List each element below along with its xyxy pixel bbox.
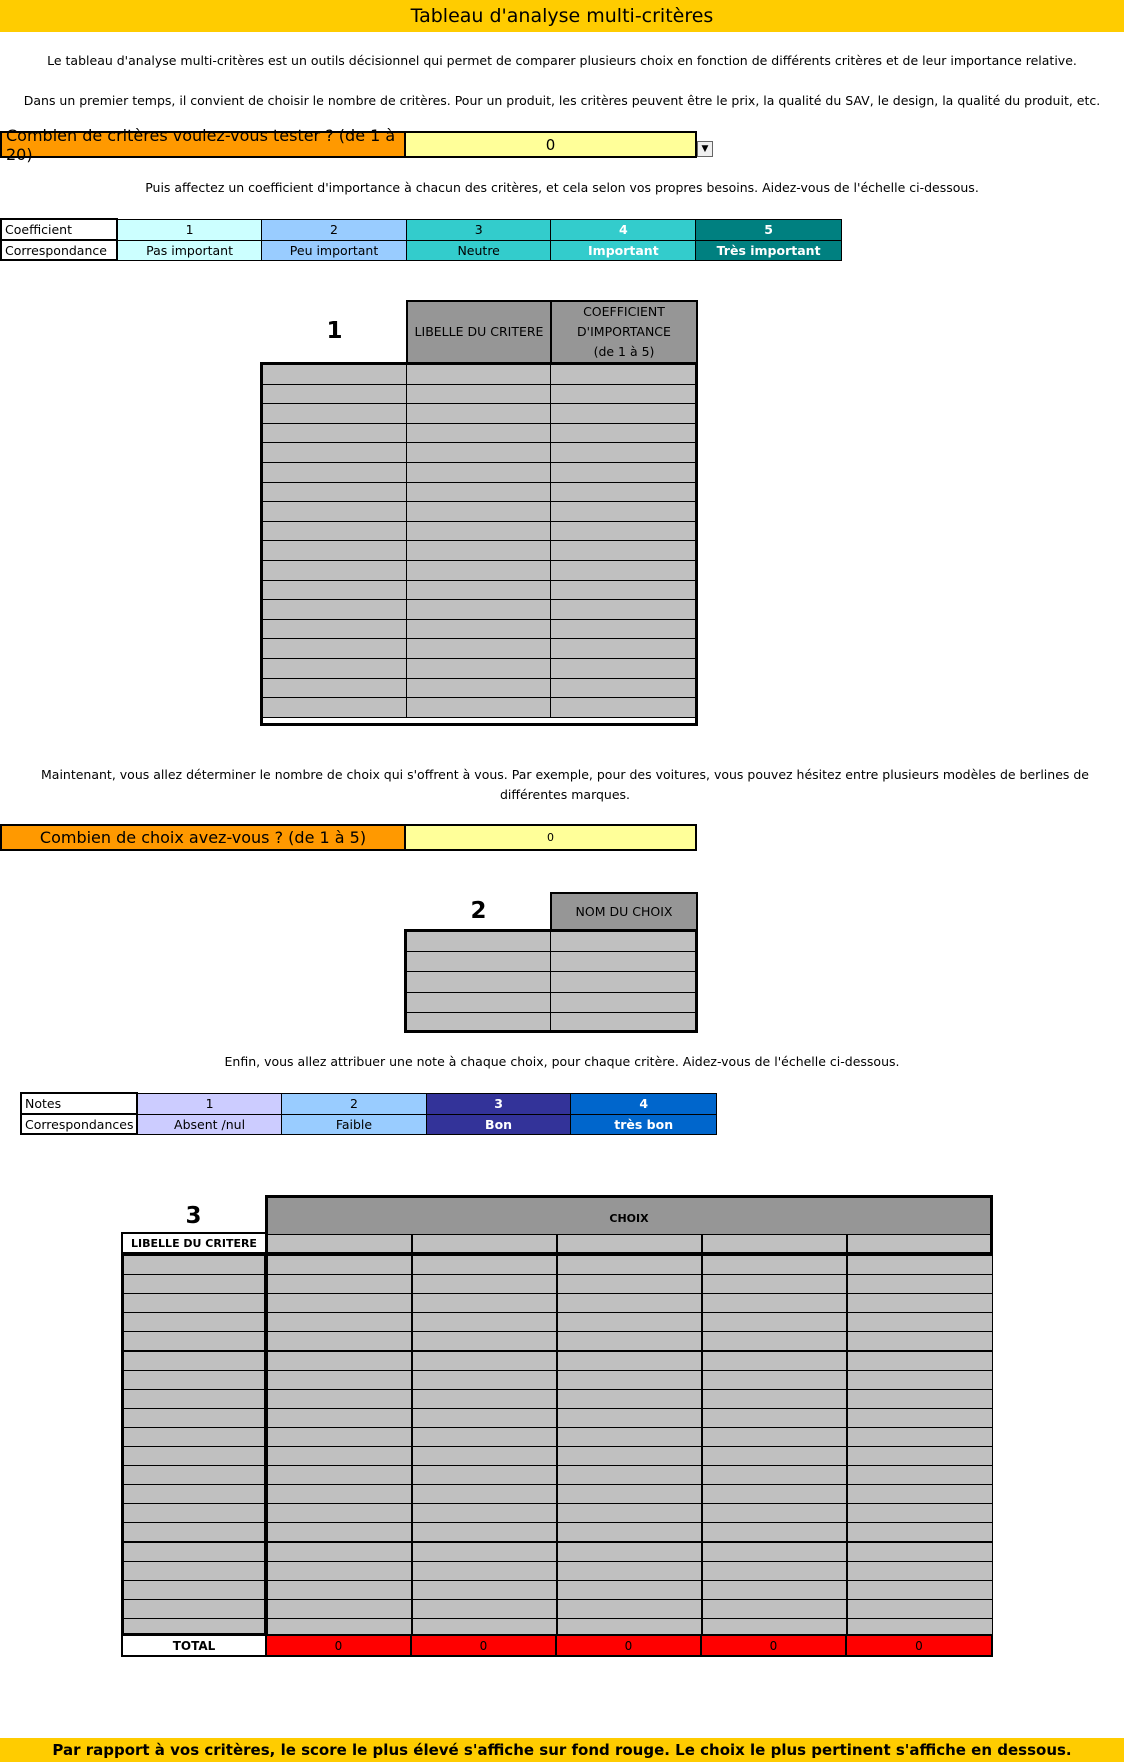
table-3-cell[interactable] — [267, 1408, 412, 1428]
table-3-cell[interactable] — [557, 1370, 702, 1390]
table-3-cell[interactable] — [412, 1274, 557, 1294]
table-1-cell[interactable] — [262, 678, 407, 699]
coefficient-header-line: (de 1 à 5) — [593, 344, 655, 359]
table-1-cell[interactable] — [406, 423, 551, 444]
table-3-cell[interactable] — [557, 1561, 702, 1581]
coefficient-value: 4 — [551, 219, 696, 240]
correspondance-row-label: Correspondance — [1, 240, 117, 260]
coefficient-value: 5 — [696, 219, 842, 240]
table-3-cell[interactable] — [702, 1293, 847, 1313]
table-3-cell[interactable] — [702, 1331, 847, 1351]
table-3-cell[interactable] — [702, 1542, 847, 1562]
table-1-cell[interactable] — [550, 638, 696, 659]
table-3-cell[interactable] — [702, 1389, 847, 1409]
table-1-cell[interactable] — [406, 462, 551, 483]
table-3-cell[interactable] — [412, 1561, 557, 1581]
coefficient-header-line: COEFFICIENT — [583, 304, 665, 319]
table-1-cell[interactable] — [262, 462, 407, 483]
table-3-cell[interactable] — [557, 1331, 702, 1351]
table-1-cell[interactable] — [406, 560, 551, 581]
table-2-cell[interactable] — [406, 1012, 551, 1033]
table-3-cell[interactable] — [557, 1542, 702, 1562]
table-3-cell[interactable] — [123, 1561, 267, 1581]
table-3-cell[interactable] — [557, 1522, 702, 1542]
table-3-cell[interactable] — [267, 1522, 412, 1542]
table-1-cell[interactable] — [262, 560, 407, 581]
table-1-cell[interactable] — [550, 442, 696, 463]
table-3-cell[interactable] — [412, 1255, 557, 1275]
total-value: 0 — [700, 1634, 847, 1657]
table-3-cell[interactable] — [123, 1465, 267, 1485]
table-3-cell[interactable] — [702, 1561, 847, 1581]
table-3-cell[interactable] — [123, 1312, 267, 1332]
table-3-cell[interactable] — [557, 1389, 702, 1409]
table-1-cell[interactable] — [262, 364, 407, 385]
table-3-cell[interactable] — [847, 1446, 993, 1466]
table-1-cell[interactable] — [406, 599, 551, 620]
table-1-cell[interactable] — [406, 638, 551, 659]
table-2-cell[interactable] — [550, 931, 696, 952]
notes-row-label: Notes — [21, 1093, 137, 1114]
table-1-cell[interactable] — [550, 384, 696, 405]
table-3-cell[interactable] — [847, 1255, 993, 1275]
table-1-cell[interactable] — [550, 501, 696, 522]
table-3-cell[interactable] — [412, 1446, 557, 1466]
table-3-choice-name-cell — [267, 1234, 412, 1253]
table-3-cell[interactable] — [557, 1580, 702, 1600]
coefficient-label: Très important — [696, 240, 842, 260]
coefficient-value: 1 — [117, 219, 262, 240]
table-3-cell[interactable] — [557, 1408, 702, 1428]
table-3-cell[interactable] — [123, 1389, 267, 1409]
total-value: 0 — [845, 1634, 993, 1657]
table-1-cell[interactable] — [406, 482, 551, 503]
table-1-cell[interactable] — [262, 403, 407, 424]
table-3-cell[interactable] — [847, 1484, 993, 1504]
table-3-cell[interactable] — [267, 1293, 412, 1313]
table-3-cell[interactable] — [702, 1484, 847, 1504]
intro-paragraph-1: Le tableau d'analyse multi-critères est un outils décisionnel qui permet de comparer plusieurs choix en fonction de différents critères et de leur importance relative. — [47, 53, 1077, 68]
table-1-header-criterion: LIBELLE DU CRITERE — [406, 300, 552, 364]
note-value: 2 — [282, 1093, 427, 1114]
table-3-cell[interactable] — [412, 1312, 557, 1332]
table-1-cell[interactable] — [550, 619, 696, 640]
table-1-cell[interactable] — [262, 580, 407, 601]
table-3-cell[interactable] — [847, 1331, 993, 1351]
coefficient-label: Important — [551, 240, 696, 260]
table-3-cell[interactable] — [412, 1293, 557, 1313]
table-3-cell[interactable] — [267, 1389, 412, 1409]
table-3-cell[interactable] — [847, 1370, 993, 1390]
notes-scale-table — [20, 1092, 717, 1135]
table-3-header-choix: CHOIX — [265, 1195, 993, 1238]
total-value: 0 — [265, 1634, 412, 1657]
table-2-cell[interactable] — [550, 951, 696, 972]
note-label: Bon — [426, 1114, 571, 1134]
table-1-cell[interactable] — [550, 364, 696, 385]
table-3-cell[interactable] — [267, 1370, 412, 1390]
table-3-cell[interactable] — [702, 1351, 847, 1371]
table-3-choice-name-cell — [847, 1234, 993, 1253]
table-3-cell[interactable] — [702, 1408, 847, 1428]
table-3-cell[interactable] — [123, 1255, 267, 1275]
table-1-cell[interactable] — [406, 619, 551, 640]
table-3-cell[interactable] — [412, 1599, 557, 1619]
table-1-cell[interactable] — [406, 501, 551, 522]
table-3-cell[interactable] — [847, 1312, 993, 1332]
table-3-cell[interactable] — [847, 1561, 993, 1581]
table-3-cell[interactable] — [267, 1465, 412, 1485]
table-3-cell[interactable] — [123, 1427, 267, 1447]
table-1-cell[interactable] — [262, 638, 407, 659]
table-3-cell[interactable] — [123, 1446, 267, 1466]
table-3-cell[interactable] — [847, 1580, 993, 1600]
table-2-cell[interactable] — [550, 992, 696, 1013]
table-3-cell[interactable] — [267, 1274, 412, 1294]
table-3-cell[interactable] — [412, 1522, 557, 1542]
table-3-cell[interactable] — [267, 1446, 412, 1466]
table-3-cell[interactable] — [557, 1255, 702, 1275]
table-3-cell[interactable] — [412, 1580, 557, 1600]
choices-count-input[interactable]: 0 — [406, 824, 697, 851]
table-1-cell[interactable] — [406, 580, 551, 601]
table-3-cell[interactable] — [123, 1503, 267, 1523]
table-3-cell[interactable] — [557, 1446, 702, 1466]
table-1-cell[interactable] — [406, 442, 551, 463]
table-3-cell[interactable] — [702, 1503, 847, 1523]
table-3-cell[interactable] — [702, 1446, 847, 1466]
table-3-cell[interactable] — [123, 1542, 267, 1562]
table-3-criterion-label: LIBELLE DU CRITERE — [121, 1232, 267, 1254]
table-3-cell[interactable] — [123, 1484, 267, 1504]
table-3-cell[interactable] — [702, 1370, 847, 1390]
table-3-cell[interactable] — [123, 1408, 267, 1428]
table-3-cell[interactable] — [267, 1542, 412, 1562]
table-3-cell[interactable] — [557, 1293, 702, 1313]
table-1-header-coefficient — [550, 300, 698, 364]
note-label: très bon — [571, 1114, 717, 1134]
table-2-cell[interactable] — [406, 951, 551, 972]
table-1-cell[interactable] — [550, 540, 696, 561]
coefficient-row-label: Coefficient — [1, 219, 117, 240]
table-3-cell[interactable] — [847, 1522, 993, 1542]
note-value: 1 — [137, 1093, 282, 1114]
total-value: 0 — [410, 1634, 557, 1657]
table-3-cell[interactable] — [847, 1465, 993, 1485]
table-3-cell[interactable] — [267, 1351, 412, 1371]
coefficient-instruction: Puis affectez un coefficient d'importance à chacun des critères, et cela selon vos propres besoins. Aidez-vous de l'échelle ci-dessous. — [145, 180, 979, 195]
table-3-cell[interactable] — [847, 1408, 993, 1428]
choices-count-label: Combien de choix avez-vous ? (de 1 à 5) — [0, 824, 406, 851]
table-2-cell[interactable] — [406, 931, 551, 952]
table-3-cell[interactable] — [557, 1351, 702, 1371]
table-1-cell[interactable] — [406, 521, 551, 542]
coefficient-value: 2 — [262, 219, 407, 240]
table-1-cell[interactable] — [406, 403, 551, 424]
table-3-cell[interactable] — [557, 1484, 702, 1504]
correspondances-row-label: Correspondances — [21, 1114, 137, 1134]
note-value: 4 — [571, 1093, 717, 1114]
table-3-choice-name-cell — [702, 1234, 847, 1253]
table-3-cell[interactable] — [847, 1542, 993, 1562]
intro-paragraph-2: Dans un premier temps, il convient de choisir le nombre de critères. Pour un produit, les critères peuvent être le prix, la qualité du SAV, le design, la qualité du produit, etc. — [23, 93, 1101, 108]
table-3-cell[interactable] — [412, 1389, 557, 1409]
notes-instruction: Enfin, vous allez attribuer une note à chaque choix, pour chaque critère. Aidez-vous de l'échelle ci-dessous. — [224, 1054, 900, 1069]
table-3-cell[interactable] — [557, 1599, 702, 1619]
table-1-cell[interactable] — [262, 442, 407, 463]
table-3-cell[interactable] — [267, 1427, 412, 1447]
table-1-cell[interactable] — [262, 658, 407, 679]
coefficient-label: Neutre — [406, 240, 551, 260]
table-3-cell[interactable] — [267, 1503, 412, 1523]
table-2-number: 2 — [470, 898, 487, 924]
table-2-header: NOM DU CHOIX — [550, 892, 698, 931]
criteria-count-input[interactable]: 0 — [406, 131, 697, 158]
table-3-cell[interactable] — [412, 1465, 557, 1485]
coefficient-scale-table — [0, 218, 842, 261]
table-1-cell[interactable] — [406, 364, 551, 385]
choices-instruction: Maintenant, vous allez déterminer le nombre de choix qui s'offrent à vous. Par exemple, pour des voitures, vous pouvez hésitez entre plusieurs modèles de berlines de différentes marques. — [41, 767, 1089, 802]
table-3-cell[interactable] — [847, 1274, 993, 1294]
table-3-cell[interactable] — [412, 1503, 557, 1523]
table-3-cell[interactable] — [557, 1274, 702, 1294]
table-1-cell[interactable] — [550, 599, 696, 620]
table-1-cell[interactable] — [406, 384, 551, 405]
table-3-cell[interactable] — [412, 1427, 557, 1447]
chevron-down-icon: ▼ — [701, 144, 709, 154]
table-3-cell[interactable] — [847, 1389, 993, 1409]
table-1-cell[interactable] — [550, 462, 696, 483]
table-3-cell[interactable] — [123, 1293, 267, 1313]
table-1-cell[interactable] — [550, 658, 696, 679]
table-3-total-label: TOTAL — [121, 1634, 267, 1657]
note-label: Faible — [282, 1114, 427, 1134]
table-3-cell[interactable] — [267, 1561, 412, 1581]
table-1-cell[interactable] — [262, 501, 407, 522]
table-3-cell[interactable] — [412, 1370, 557, 1390]
note-label: Absent /nul — [137, 1114, 282, 1134]
criteria-count-dropdown[interactable] — [697, 141, 713, 157]
total-value: 0 — [555, 1634, 702, 1657]
table-3-choice-name-cell — [557, 1234, 702, 1253]
table-3-cell[interactable] — [847, 1293, 993, 1313]
table-3-cell[interactable] — [557, 1312, 702, 1332]
table-3-cell[interactable] — [267, 1580, 412, 1600]
coefficient-label: Pas important — [117, 240, 262, 260]
table-1-number: 1 — [326, 318, 343, 344]
table-3-cell[interactable] — [557, 1427, 702, 1447]
table-1-cell[interactable] — [406, 697, 551, 718]
table-1-cell[interactable] — [262, 697, 407, 718]
table-1-cell[interactable] — [406, 540, 551, 561]
table-3-cell[interactable] — [702, 1427, 847, 1447]
table-3-cell[interactable] — [267, 1331, 412, 1351]
coefficient-value: 3 — [406, 219, 551, 240]
footer-message: Par rapport à vos critères, le score le plus élevé s'affiche sur fond rouge. Le choix le plus pertinent s'affiche en dessous. — [0, 1738, 1124, 1762]
table-3-cell[interactable] — [847, 1503, 993, 1523]
table-3-cell[interactable] — [123, 1274, 267, 1294]
table-3-number: 3 — [185, 1203, 202, 1229]
table-1-cell[interactable] — [406, 678, 551, 699]
table-1-cell[interactable] — [550, 521, 696, 542]
table-3-cell[interactable] — [702, 1522, 847, 1542]
table-2-cell[interactable] — [406, 992, 551, 1013]
table-3-cell[interactable] — [847, 1351, 993, 1371]
table-1-cell[interactable] — [262, 619, 407, 640]
table-3-cell[interactable] — [702, 1599, 847, 1619]
table-3-cell[interactable] — [267, 1599, 412, 1619]
table-3-cell[interactable] — [267, 1312, 412, 1332]
note-value: 3 — [426, 1093, 571, 1114]
table-2-cell[interactable] — [406, 971, 551, 992]
table-3-cell[interactable] — [123, 1351, 267, 1371]
table-1-cell[interactable] — [262, 423, 407, 444]
page-title: Tableau d'analyse multi-critères — [0, 0, 1124, 32]
table-3-cell[interactable] — [847, 1599, 993, 1619]
table-1-cell[interactable] — [550, 482, 696, 503]
table-3-cell[interactable] — [702, 1255, 847, 1275]
table-2-cell[interactable] — [550, 971, 696, 992]
coefficient-label: Peu important — [262, 240, 407, 260]
table-3-cell[interactable] — [267, 1484, 412, 1504]
table-1-cell[interactable] — [550, 580, 696, 601]
table-3-cell[interactable] — [412, 1542, 557, 1562]
table-3-cell[interactable] — [702, 1274, 847, 1294]
table-1-cell[interactable] — [550, 697, 696, 718]
table-1-cell[interactable] — [262, 482, 407, 503]
table-3-cell[interactable] — [702, 1580, 847, 1600]
table-2-cell[interactable] — [550, 1012, 696, 1033]
table-3-cell[interactable] — [412, 1331, 557, 1351]
table-3-cell[interactable] — [123, 1370, 267, 1390]
table-1-cell[interactable] — [406, 658, 551, 679]
table-3-cell[interactable] — [702, 1312, 847, 1332]
table-3-cell[interactable] — [123, 1580, 267, 1600]
table-3-cell[interactable] — [123, 1599, 267, 1619]
table-3-cell[interactable] — [557, 1503, 702, 1523]
table-1-cell[interactable] — [262, 599, 407, 620]
table-3-cell[interactable] — [123, 1522, 267, 1542]
table-1-cell[interactable] — [550, 423, 696, 444]
table-3-cell[interactable] — [123, 1331, 267, 1351]
table-3-cell[interactable] — [847, 1427, 993, 1447]
table-3-choice-name-cell — [412, 1234, 557, 1253]
table-3-cell[interactable] — [267, 1255, 412, 1275]
table-3-cell[interactable] — [412, 1484, 557, 1504]
table-1-cell[interactable] — [262, 521, 407, 542]
table-1-cell[interactable] — [262, 540, 407, 561]
table-3-cell[interactable] — [412, 1351, 557, 1371]
table-3-cell[interactable] — [702, 1465, 847, 1485]
table-1-cell[interactable] — [550, 560, 696, 581]
table-3-cell[interactable] — [412, 1408, 557, 1428]
table-3-cell[interactable] — [557, 1465, 702, 1485]
table-1-cell[interactable] — [550, 678, 696, 699]
criteria-count-label: Combien de critères voulez-vous tester ? (de 1 à 20) — [0, 131, 406, 158]
coefficient-header-line: D'IMPORTANCE — [577, 324, 671, 339]
table-1-cell[interactable] — [262, 384, 407, 405]
table-1-cell[interactable] — [550, 403, 696, 424]
